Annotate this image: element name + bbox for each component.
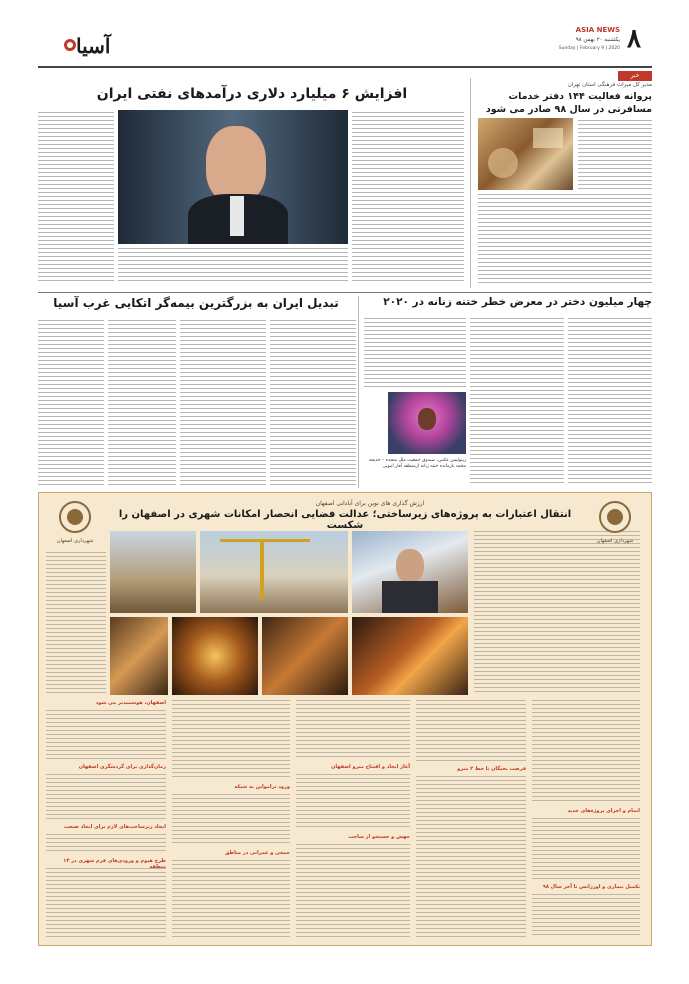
advert-body-col-2a xyxy=(172,700,290,780)
lead-body-left xyxy=(38,112,114,284)
middle-column-rule xyxy=(358,296,359,488)
top-right-headline-1: پروانه فعالیت ۱۴۴ دفتر خدمات xyxy=(508,91,652,102)
advert-subhead-5: ورود ترامواین به شبکه xyxy=(234,784,290,790)
advert-body-col-1c xyxy=(46,834,166,854)
advert-photo-tunnel xyxy=(172,617,258,695)
advert-photo-shops xyxy=(262,617,348,695)
lead-body-right xyxy=(352,112,464,284)
middle-right-headline: چهار میلیون دختر در معرض خطر ختنه زنانه در ۲۰۲۰ xyxy=(383,296,652,308)
advert-subhead-7: آغاز ایجاد و افتتاح مترو اصفهان xyxy=(331,764,410,770)
advert-kicker: ارزش گذاری های نوین برای آبادانی اصفهان xyxy=(315,500,425,507)
advert-subhead-10: اتمام و اجرای پروژه‌های جدید xyxy=(567,808,640,814)
advert-headline: انتقال اعتبارات به پروژه‌های زیرساختی؛ عدالت فضایی انحصار امکانات شهری در اصفهان را شکست xyxy=(118,509,572,531)
advert-body-col-2c xyxy=(172,860,290,938)
advert-left-column-text xyxy=(46,552,106,695)
advert-seal-left xyxy=(50,500,100,546)
advert-body-col-1a xyxy=(46,710,166,760)
advert-body-col-5c xyxy=(532,894,640,938)
lead-photo-caption-text xyxy=(118,248,348,284)
minister-photo xyxy=(118,110,348,244)
advert-subhead-6: جمعی و عمرانی در مناطق xyxy=(224,850,290,856)
middle-left-body-a xyxy=(270,320,356,486)
logo xyxy=(62,28,114,62)
logo-text: آسیا xyxy=(76,34,111,58)
section-tag xyxy=(618,71,652,81)
advert-subhead-9: فرصت نخبگان تا خط ۲ مترو xyxy=(457,766,526,772)
advert-intro-text xyxy=(474,531,640,695)
brand-name: ASIA NEWS xyxy=(575,26,620,34)
survivor-photo xyxy=(388,392,466,454)
advert-subhead-1: اصفهان، هوشمندتر می شود xyxy=(95,700,166,706)
advert-body-col-5a xyxy=(532,700,640,804)
advert-body-col-4a xyxy=(416,700,526,762)
advert-subhead-2: زمان‌گذاری برای گردشگری اصفهان xyxy=(78,764,166,770)
lead-headline: افزایش ۶ میلیارد دلاری درآمدهای نفتی ایران xyxy=(96,86,408,102)
middle-right-body-c xyxy=(364,318,466,390)
survivor-photo-caption: زینولیس عکس، صندوق جمعیت ملل متحده – خدیجه محمد بازمانده ختنه زنانه ازمنطقه آفار اتیوپی xyxy=(368,458,466,469)
brand-block xyxy=(550,26,620,51)
middle-left-body-c xyxy=(108,320,176,486)
city-seal-icon xyxy=(590,500,640,534)
advert-subhead-11: تکمیل بیماری و اورژانس تا آخر سال ۹۸ xyxy=(542,884,640,890)
advert-photo-hall xyxy=(110,617,168,695)
top-right-story xyxy=(476,82,652,115)
page-number: ۸ xyxy=(627,24,641,54)
advert-seal-text-left: شهرداری اصفهان xyxy=(56,538,94,544)
middle-left-body-b xyxy=(180,320,266,486)
advert-body-col-3b xyxy=(296,774,410,830)
masthead-rule xyxy=(38,66,652,68)
column-rule xyxy=(470,78,471,288)
advert-photo-crane xyxy=(200,531,348,613)
advert-subhead-8: جهش و جستجو از ساخت xyxy=(348,834,410,840)
section-divider-1 xyxy=(38,292,652,293)
advert-body-col-1b xyxy=(46,774,166,820)
advert-subhead-4: طرح هیوم و ورودی‌های فرم شهری در ۱۴ منطقه xyxy=(63,858,166,870)
advert-body-col-4b xyxy=(416,776,526,938)
section-label: خبر xyxy=(630,72,640,79)
advert-body-col-3c xyxy=(296,844,410,938)
advert-photo-bazaar xyxy=(352,617,468,695)
middle-left-headline: تبدیل ایران به بزرگترین بیمه‌گر اتکایی غرب آسیا xyxy=(53,296,339,310)
top-right-kicker: مدیر کل میراث فرهنگی استان تهران xyxy=(567,82,652,88)
advert-body-col-2b xyxy=(172,794,290,846)
advert-subhead-3: ایجاد زیرساخت‌های لازم برای ایجاد صنعت xyxy=(63,824,166,830)
middle-right-body-b xyxy=(470,318,564,486)
advert-photo-construction xyxy=(110,531,196,613)
city-seal-left-icon xyxy=(50,500,100,534)
middle-left-body-d xyxy=(38,320,104,486)
middle-right-body-a xyxy=(568,318,652,486)
advert-body-col-1d xyxy=(46,868,166,938)
date-en: Sunday | February 9 | 2020 xyxy=(558,46,620,51)
advert-seal-text-right: شهرداری اصفهان xyxy=(596,538,634,544)
advert-body-col-5b xyxy=(532,818,640,880)
top-right-body-text-2 xyxy=(478,194,652,284)
top-right-headline-2: مسافرتی در سال ۹۸ صادر می شود xyxy=(485,104,652,115)
top-right-body-text xyxy=(578,120,652,190)
advert-photo-minister xyxy=(352,531,468,613)
masthead xyxy=(0,0,689,72)
date-fa: یکشنبه ۲۰ بهمن ۹۸ xyxy=(575,37,620,43)
advert-body-col-3a xyxy=(296,700,410,760)
travel-office-photo xyxy=(478,118,573,190)
